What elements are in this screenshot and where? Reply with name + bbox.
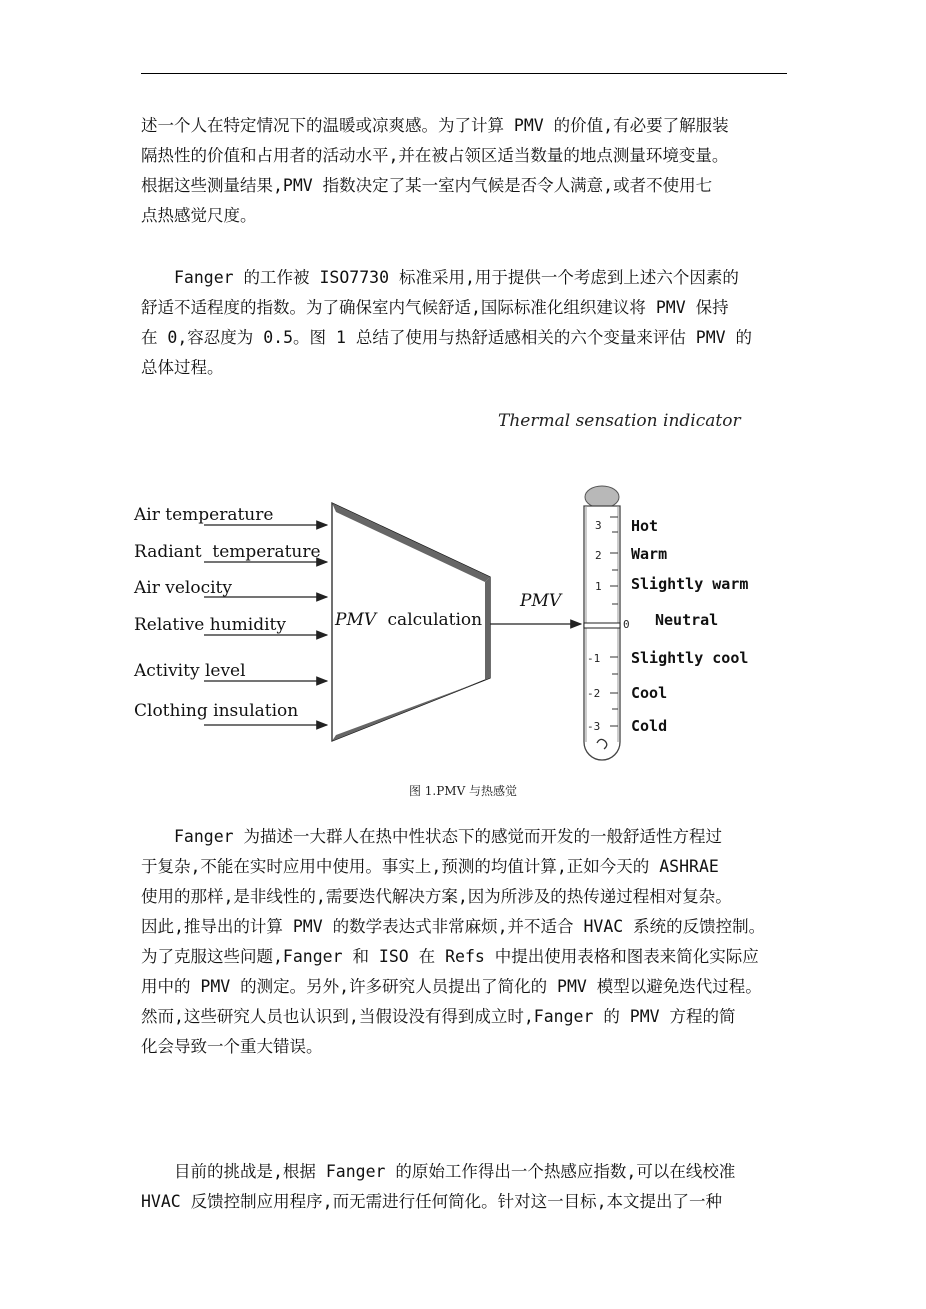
scale-value: 1 <box>595 580 602 593</box>
text-line: 于复杂,不能在实时应用中使用。事实上,预测的均值计算,正如今天的 ASHRAE <box>141 857 719 876</box>
scale-value: 0 <box>623 618 630 631</box>
text-line: 根据这些测量结果,PMV 指数决定了某一室内气候是否令人满意,或者不使用七 <box>141 176 713 195</box>
figure-pmv-diagram <box>120 400 800 775</box>
text-line: 总体过程。 <box>141 358 224 377</box>
calc-label <box>334 610 482 630</box>
text-line: 在 0,容忍度为 0.5。图 1 总结了使用与热舒适感相关的六个变量来评估 PMV 的 <box>141 328 753 347</box>
scale-label: Cold <box>631 717 668 735</box>
scale-label: Slightly cool <box>631 649 749 667</box>
paragraph-4 <box>141 1157 801 1217</box>
text-line: HVAC 反馈控制应用程序,而无需进行任何简化。针对这一目标,本文提出了一种 <box>141 1192 723 1211</box>
scale-value: -1 <box>587 652 601 665</box>
input-label: Air velocity <box>134 578 232 598</box>
scale-label: Neutral <box>655 611 719 629</box>
text-line: 使用的那样,是非线性的,需要迭代解决方案,因为所涉及的热传递过程相对复杂。 <box>141 887 732 906</box>
text-line: 目前的挑战是,根据 Fanger 的原始工作得出一个热感应指数,可以在线校准 <box>141 1162 736 1181</box>
scale-value: -2 <box>587 687 601 700</box>
input-label: Relative humidity <box>134 615 286 635</box>
scale-label: Warm <box>631 545 668 563</box>
calc-label-text: calculation <box>387 610 483 630</box>
header-rule <box>141 73 787 74</box>
neutral-marker <box>584 623 620 628</box>
indicator-title: Thermal sensation indicator <box>498 411 741 431</box>
block-edge-right <box>485 577 490 680</box>
text-line: 用中的 PMV 的测定。另外,许多研究人员提出了简化的 PMV 模型以避免迭代过程。 <box>141 977 762 996</box>
text-line: Fanger 为描述一大群人在热中性状态下的感觉而开发的一般舒适性方程过 <box>141 827 723 846</box>
scale-label: Slightly warm <box>631 575 749 593</box>
scale-label: Hot <box>631 517 659 535</box>
input-label: Clothing insulation <box>134 701 299 721</box>
thermometer-cap <box>585 486 619 508</box>
text-line: 隔热性的价值和占用者的活动水平,并在被占领区适当数量的地点测量环境变量。 <box>141 146 729 165</box>
paragraph-3 <box>141 822 801 1062</box>
text-line: 述一个人在特定情况下的温暖或凉爽感。为了计算 PMV 的价值,有必要了解服装 <box>141 116 729 135</box>
input-label: Radiant temperature <box>134 542 321 562</box>
text-line: 然而,这些研究人员也认识到,当假设没有得到成立时,Fanger 的 PMV 方程的简 <box>141 1007 736 1026</box>
scale-value: 3 <box>595 519 602 532</box>
text-line: Fanger 的工作被 ISO7730 标准采用,用于提供一个考虑到上述六个因素的 <box>141 268 739 287</box>
scale-value: 2 <box>595 549 602 562</box>
figure-caption: 图 1.PMV 与热感觉 <box>408 784 518 798</box>
text-line: 为了克服这些问题,Fanger 和 ISO 在 Refs 中提出使用表格和图表来简化实际应 <box>141 947 759 966</box>
input-label: Air temperature <box>134 505 274 525</box>
scale-label: Cool <box>631 684 668 702</box>
scale-value: -3 <box>587 720 601 733</box>
paragraph-2 <box>141 263 801 383</box>
text-line: 点热感觉尺度。 <box>141 206 257 225</box>
calc-label-pmv: PMV <box>335 610 377 630</box>
input-label: Activity level <box>134 661 246 681</box>
text-line: 因此,推导出的计算 PMV 的数学表达式非常麻烦,并不适合 HVAC 系统的反馈控制。 <box>141 917 766 936</box>
paragraph-1 <box>141 111 801 231</box>
output-label: PMV <box>520 591 562 611</box>
text-line: 舒适不适程度的指数。为了确保室内气候舒适,国际标准化组织建议将 PMV 保持 <box>141 298 729 317</box>
text-line: 化会导致一个重大错误。 <box>141 1037 323 1056</box>
